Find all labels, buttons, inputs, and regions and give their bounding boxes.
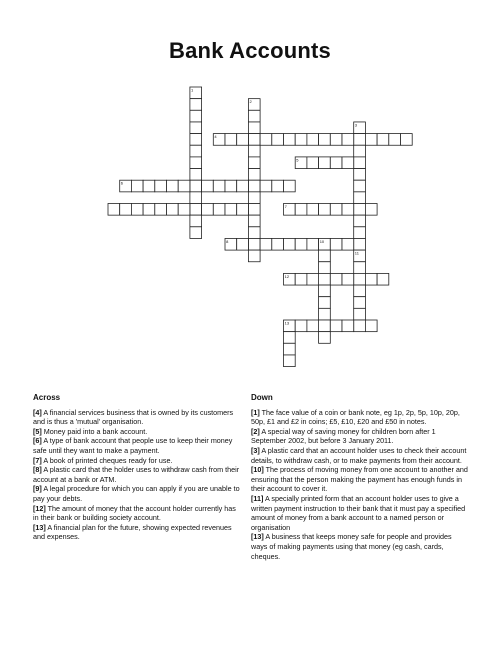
grid-cell[interactable] — [354, 204, 366, 216]
down-clue — [251, 446, 469, 465]
puzzle-title: Bank Accounts — [169, 38, 331, 63]
grid-cell[interactable] — [284, 134, 296, 146]
grid-cell[interactable] — [354, 273, 366, 285]
grid-cell[interactable] — [295, 204, 307, 216]
clue-text: The process of moving money from one account to another and ensuring that the person making the payment has enough funds in their account to cover it. — [251, 465, 468, 494]
cell-number: 13 — [284, 320, 290, 326]
down-clue — [251, 427, 469, 446]
grid-cell[interactable] — [237, 180, 249, 192]
clue-number: [10] — [251, 465, 264, 475]
grid-cell[interactable] — [248, 122, 260, 134]
grid-cell[interactable] — [354, 134, 366, 146]
grid-cell[interactable] — [354, 320, 366, 332]
grid-cell[interactable] — [167, 180, 179, 192]
clue-number: [13] — [251, 532, 264, 542]
grid-cell[interactable] — [342, 134, 354, 146]
clue-text: A special way of saving money for children born after 1 September 2002, but before 3 January 2011. — [251, 426, 436, 446]
grid-cell[interactable] — [284, 343, 296, 355]
grid-cell[interactable] — [248, 110, 260, 122]
grid-cell[interactable] — [260, 134, 272, 146]
grid-cell[interactable] — [342, 238, 354, 250]
grid-cell[interactable] — [190, 99, 202, 111]
across-clue — [33, 484, 243, 503]
grid-cell[interactable] — [319, 285, 331, 297]
clue-text: A plastic card that the holder uses to withdraw cash from their account at a bank or ATM. — [33, 465, 240, 484]
across-clue-list — [33, 408, 243, 542]
grid-cell[interactable] — [167, 204, 179, 216]
grid-cell[interactable] — [202, 204, 214, 216]
cell-number: 4 — [214, 134, 217, 139]
clue-number: [2] — [251, 426, 260, 436]
grid-cell[interactable] — [319, 332, 331, 344]
grid-cell[interactable] — [190, 215, 202, 227]
grid-cell[interactable] — [354, 145, 366, 157]
grid-cell[interactable] — [342, 273, 354, 285]
grid-cell[interactable] — [272, 134, 284, 146]
across-clue — [33, 523, 243, 542]
across-clue — [33, 465, 243, 484]
grid-cell[interactable] — [354, 285, 366, 297]
grid-cell[interactable] — [319, 250, 331, 262]
grid-cell[interactable] — [272, 238, 284, 250]
clue-number: [12] — [33, 503, 46, 513]
down-clue — [251, 494, 469, 532]
grid-cell[interactable] — [248, 215, 260, 227]
grid-cell[interactable] — [319, 297, 331, 309]
clue-number: [1] — [251, 407, 260, 417]
grid-cell[interactable] — [120, 204, 132, 216]
across-heading: Across — [33, 393, 61, 402]
grid-cell[interactable] — [237, 134, 249, 146]
grid-cell[interactable] — [225, 134, 237, 146]
clue-text: A book of printed cheques ready for use. — [41, 455, 173, 465]
grid-cell[interactable] — [248, 145, 260, 157]
grid-cell[interactable] — [260, 238, 272, 250]
grid-cell[interactable] — [319, 204, 331, 216]
clue-text: A legal procedure for which you can apply if you are unable to pay your debts. — [33, 484, 240, 503]
clue-text: A financial plan for the future, showing expected revenues and expenses. — [33, 522, 232, 542]
grid-cell[interactable] — [330, 134, 342, 146]
down-clues — [251, 393, 469, 561]
grid-cell[interactable] — [354, 215, 366, 227]
cell-number: 5 — [296, 157, 299, 163]
cell-number: 11 — [354, 250, 359, 256]
grid-cell[interactable] — [354, 297, 366, 309]
cell-number: 1 — [191, 87, 194, 93]
grid-cell[interactable] — [319, 134, 331, 146]
grid-cell[interactable] — [354, 308, 366, 320]
grid-cell[interactable] — [319, 262, 331, 274]
grid-cell[interactable] — [365, 134, 377, 146]
grid-cell[interactable] — [190, 157, 202, 169]
clue-number: [8] — [33, 465, 42, 475]
grid-cell[interactable] — [190, 169, 202, 181]
grid-cell[interactable] — [190, 192, 202, 204]
across-clue — [33, 456, 243, 466]
clue-text: A plastic card that an account holder uses to check their account details, to withdraw cash, or to make payments from their account. — [251, 445, 467, 465]
grid-cell[interactable] — [108, 204, 120, 216]
cell-number: 6 — [120, 180, 124, 186]
clue-text: A financial services business that is owned by its customers and is thus a 'mutual' organisation. — [33, 407, 234, 427]
grid-cell[interactable] — [237, 204, 249, 216]
grid-cell[interactable] — [190, 227, 202, 239]
grid-cell[interactable] — [190, 122, 202, 134]
grid-cell[interactable] — [319, 308, 331, 320]
grid-cell[interactable] — [225, 204, 237, 216]
grid-cell[interactable] — [248, 134, 260, 146]
grid-cell[interactable] — [354, 262, 366, 274]
grid-cell[interactable] — [155, 204, 167, 216]
grid-cell[interactable] — [342, 320, 354, 332]
down-clue — [251, 408, 469, 427]
down-clue — [251, 465, 469, 494]
grid-cell[interactable] — [248, 157, 260, 169]
clue-number: [7] — [33, 455, 42, 465]
clue-text: A business that keeps money safe for people and provides ways of making payments using that money (eg cash, cards, cheques. — [251, 532, 452, 561]
grid-cell[interactable] — [190, 145, 202, 157]
clue-text: The amount of money that the account holder currently has in their bank or building society account. — [33, 503, 236, 523]
clue-number: [4] — [33, 407, 42, 417]
cell-number: 2 — [249, 99, 252, 105]
grid-cell[interactable] — [260, 180, 272, 192]
clue-text: A specially printed form that an account holder uses to give a written payment instruction to their bank that it must pay a specified amount of money from a bank account to a named person or organisation — [251, 493, 466, 532]
grid-cell[interactable] — [354, 192, 366, 204]
clue-number: [6] — [33, 436, 42, 446]
grid-cell[interactable] — [354, 227, 366, 239]
grid-cell[interactable] — [389, 134, 401, 146]
grid-cell[interactable] — [307, 157, 319, 169]
grid-cell[interactable] — [190, 110, 202, 122]
down-heading: Down — [251, 393, 273, 402]
grid-cell[interactable] — [248, 169, 260, 181]
grid-cell[interactable] — [284, 180, 296, 192]
grid-cell[interactable] — [295, 238, 307, 250]
cell-number: 8 — [226, 238, 229, 244]
grid-cell[interactable] — [307, 134, 319, 146]
down-clue-list — [251, 408, 469, 562]
grid-cell[interactable] — [143, 204, 155, 216]
grid-cell[interactable] — [295, 134, 307, 146]
grid-cell[interactable] — [319, 157, 331, 169]
across-clues — [33, 393, 243, 542]
grid-cell[interactable] — [248, 204, 260, 216]
cell-number: 7 — [284, 203, 287, 209]
grid-cell[interactable] — [330, 157, 342, 169]
grid-cell[interactable] — [213, 204, 225, 216]
grid-cell[interactable] — [319, 273, 331, 285]
grid-cell[interactable] — [213, 180, 225, 192]
clue-text: Money paid into a bank account. — [41, 426, 148, 436]
grid-cell[interactable] — [365, 320, 377, 332]
grid-cell[interactable] — [319, 320, 331, 332]
across-clue — [33, 427, 243, 437]
grid-cell[interactable] — [248, 192, 260, 204]
grid-cell[interactable] — [155, 180, 167, 192]
grid-cell[interactable] — [131, 180, 143, 192]
clue-number: [5] — [33, 426, 42, 436]
grid-cell[interactable] — [307, 273, 319, 285]
grid-cell[interactable] — [307, 320, 319, 332]
grid-cell[interactable] — [248, 227, 260, 239]
grid-cell[interactable] — [307, 204, 319, 216]
grid-cell[interactable] — [284, 238, 296, 250]
grid-cell[interactable] — [377, 273, 389, 285]
grid-cell[interactable] — [248, 250, 260, 262]
grid-cell[interactable] — [307, 238, 319, 250]
clue-text: The face value of a coin or bank note, eg 1p, 2p, 5p, 10p, 20p, 50p, £1 and £2 in coins; £5, £10, £20 and £50 in notes. — [251, 407, 460, 427]
grid-cell[interactable] — [284, 355, 296, 367]
across-clue — [33, 408, 243, 427]
grid-cell[interactable] — [295, 320, 307, 332]
grid-cell[interactable] — [354, 157, 366, 169]
grid-cell[interactable] — [330, 320, 342, 332]
grid-cell[interactable] — [284, 332, 296, 344]
grid-cell[interactable] — [248, 180, 260, 192]
grid-cell[interactable] — [342, 157, 354, 169]
grid-cell[interactable] — [354, 169, 366, 181]
grid-cell[interactable] — [330, 204, 342, 216]
clue-number: [13] — [33, 522, 46, 532]
grid-cell[interactable] — [237, 238, 249, 250]
grid-cell[interactable] — [131, 204, 143, 216]
clue-text: A type of bank account that people use to keep their money safe until they want to make a payment. — [33, 436, 233, 455]
cell-number: 3 — [354, 122, 358, 128]
grid-cell[interactable] — [225, 180, 237, 192]
grid-cell[interactable] — [354, 238, 366, 250]
grid-cell[interactable] — [178, 204, 190, 216]
clue-number: [9] — [33, 484, 42, 494]
grid-cell[interactable] — [178, 180, 190, 192]
grid-cell[interactable] — [330, 273, 342, 285]
grid-cell[interactable] — [190, 134, 202, 146]
clue-number: [3] — [251, 445, 260, 455]
cell-number: 10 — [319, 238, 325, 244]
clue-number: [11] — [251, 493, 264, 503]
across-clue — [33, 436, 243, 455]
grid-cell[interactable] — [377, 134, 389, 146]
across-clue — [33, 504, 243, 523]
grid-cell[interactable] — [401, 134, 413, 146]
grid-cell[interactable] — [143, 180, 155, 192]
grid-cell[interactable] — [248, 238, 260, 250]
grid-cell[interactable] — [272, 180, 284, 192]
grid-cell[interactable] — [190, 180, 202, 192]
grid-cell[interactable] — [365, 204, 377, 216]
down-clue — [251, 532, 469, 561]
grid-cell[interactable] — [202, 180, 214, 192]
grid-cell[interactable] — [365, 273, 377, 285]
cell-number: 12 — [284, 273, 290, 279]
grid-cell[interactable] — [295, 273, 307, 285]
grid-cell[interactable] — [354, 180, 366, 192]
grid-cell[interactable] — [342, 204, 354, 216]
grid-cell[interactable] — [190, 204, 202, 216]
grid-cell[interactable] — [330, 238, 342, 250]
